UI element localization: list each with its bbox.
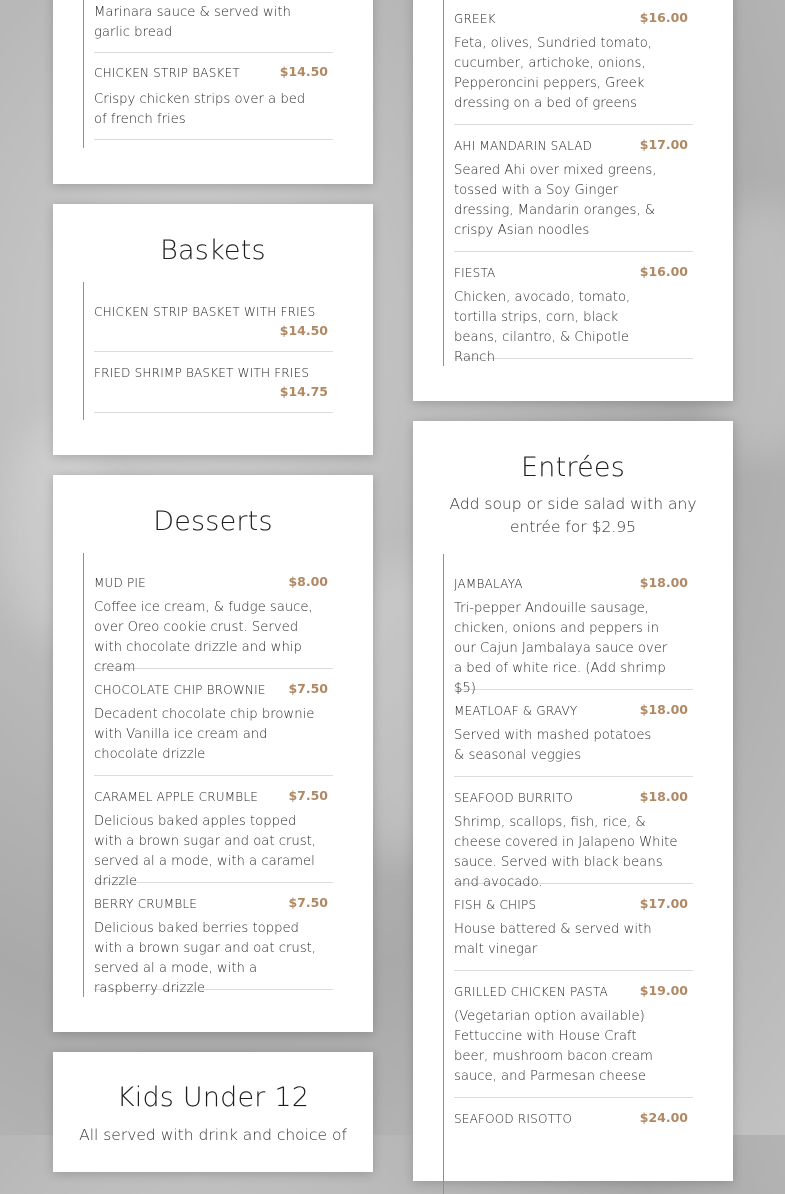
item-price: $19.00 [639,983,688,998]
menu-item [94,553,333,675]
item-price: $8.00 [288,574,328,589]
item-name: SEAFOOD RISOTTO [454,1112,573,1126]
item-price: $16.00 [639,10,688,25]
menu-items-list [443,0,694,366]
menu-item [454,125,693,252]
menu-item [454,1098,693,1188]
item-description: Decadent chocolate chip brownie with Vanilla ice cream and chocolate drizzle [94,707,315,762]
item-description: Delicious baked berries topped with a brown sugar and oat crust, served al a mode, with a raspberry drizzle [94,921,316,996]
item-description: Seared Ahi over mixed greens, tossed with a Soy Ginger dressing, Mandarin oranges, & crispy Asian noodles [454,163,657,238]
section-title: Baskets [160,235,266,266]
item-name: CHICKEN STRIP BASKET WITH FRIES [94,305,316,319]
section-title: Desserts [153,506,273,537]
item-price: $18.00 [639,702,688,717]
item-description: Delicious baked apples topped with a brown sugar and oat crust, served al a mode, with a caramel drizzle [94,814,316,889]
item-name: GREEK [454,12,496,26]
item-price: $7.50 [288,895,328,910]
item-price: $18.00 [639,575,688,590]
menu-item [94,669,333,776]
item-price: $18.00 [639,789,688,804]
item-name: FRIED SHRIMP BASKET WITH FRIES [94,366,310,380]
menu-card-desserts [53,475,373,1032]
item-name: SEAFOOD BURRITO [454,791,573,805]
item-price: $17.00 [639,896,688,911]
item-description: (Vegetarian option available) Fettuccine with House Craft beer, mushroom bacon cream sauce, and Parmesan cheese [454,1009,653,1084]
item-price: $24.00 [639,1110,688,1125]
item-name: MEATLOAF & GRAVY [454,704,578,718]
section-subtitle: All served with drink and choice of [79,1126,347,1144]
item-price: $14.50 [279,64,328,79]
menu-items-list [83,553,334,997]
item-name: AHI MANDARIN SALAD [454,139,593,153]
menu-items-list [83,282,334,420]
item-price: $7.50 [288,788,328,803]
item-description: Feta, olives, Sundried tomato, cucumber, artichoke, onions, Pepperoncini peppers, Greek dressing on a bed of greens [454,36,652,111]
item-price: $14.50 [279,323,328,338]
menu-item [454,777,693,890]
item-description: Chicken, avocado, tomato, tortilla strips, corn, black beans, cilantro, & Chipotle Ranch [454,290,631,365]
menu-item [94,883,333,996]
menu-card-entrees [413,421,733,1181]
item-name: FIESTA [454,266,496,280]
menu-item [94,776,333,889]
menu-item [94,53,333,140]
menu-item [454,0,693,125]
item-description: Coffee ice cream, & fudge sauce, over Oreo cookie crust. Served with chocolate drizzle and whip cream [94,600,313,675]
menu-item [94,282,333,352]
item-description: Tri-pepper Andouille sausage, chicken, onions and peppers in our Cajun Jambalaya sauce over a bed of white rice. (Add shrimp $5) [454,601,668,696]
item-description: House battered & served with malt vinegar [454,922,652,957]
item-name: CARAMEL APPLE CRUMBLE [94,790,259,804]
item-price: $17.00 [639,137,688,152]
menu-card-salads-fragment [413,0,733,401]
menu-items-list [83,0,334,148]
item-name: JAMBALAYA [454,577,523,591]
menu-item [94,0,333,53]
section-subtitle: Add soup or side salad with any entrée for $2.95 [449,495,697,536]
item-price: $14.75 [279,384,328,399]
menu-item [454,554,693,696]
item-description: Shrimp, scallops, fish, rice, & cheese covered in Jalapeno White sauce. Served with black beans and avocado. [454,815,678,890]
item-description: Served with mashed potatoes & seasonal veggies [454,728,652,763]
item-price: $16.00 [639,264,688,279]
menu-item [454,971,693,1098]
item-name: CHOCOLATE CHIP BROWNIE [94,683,266,697]
item-name: GRILLED CHICKEN PASTA [454,985,608,999]
item-description: Crispy chicken strips over a bed of french fries [94,92,306,127]
menu-item [94,352,333,413]
item-name: FISH & CHIPS [454,898,537,912]
menu-items-list [443,554,694,1194]
item-name: BERRY CRUMBLE [94,897,198,911]
item-name: MUD PIE [94,576,146,590]
menu-item [454,252,693,365]
menu-item [454,690,693,777]
menu-item [454,884,693,971]
menu-card-kids [53,1052,373,1172]
item-name: CHICKEN STRIP BASKET [94,66,240,80]
item-description: Marinara sauce & served with garlic bread [94,5,291,40]
menu-card-top-fragment [53,0,373,184]
section-title: Entrées [521,452,625,483]
menu-card-baskets [53,204,373,455]
item-price: $7.50 [288,681,328,696]
section-title: Kids Under 12 [116,1082,310,1113]
